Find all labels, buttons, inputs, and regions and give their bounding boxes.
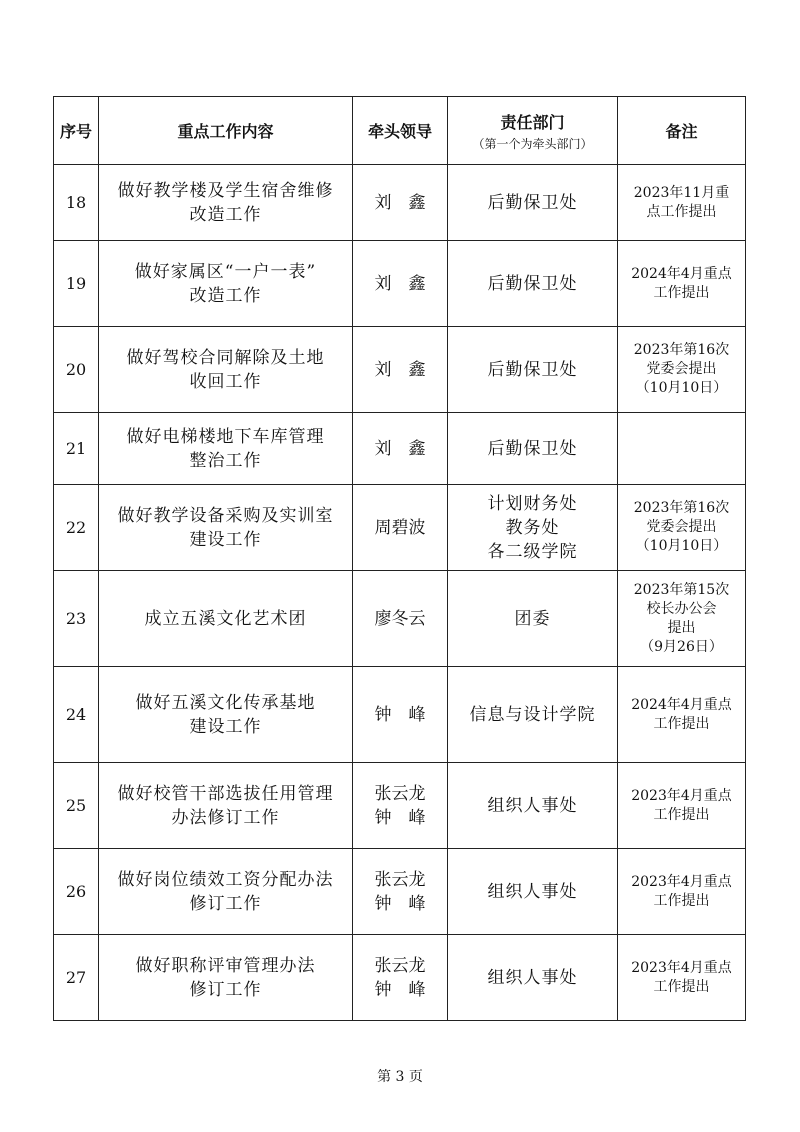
note-line: 2023年4月重点: [631, 959, 732, 976]
cell-seq: 19: [54, 241, 99, 327]
cell-note: [618, 413, 746, 485]
leader-name: 刘 鑫: [374, 359, 426, 380]
task-line: 办法修订工作: [171, 807, 280, 828]
task-line: 做好电梯楼地下车库管理: [126, 426, 325, 447]
note-line: 2024年4月重点: [631, 696, 732, 713]
cell-note: [618, 849, 746, 935]
cell-leader: [353, 571, 448, 667]
leader-name: 周碧波: [374, 517, 426, 538]
cell-leader: [353, 849, 448, 935]
task-line: 做好教学楼及学生宿舍维修: [117, 180, 334, 201]
table-row: [54, 935, 746, 1021]
note-line: 提出: [667, 619, 696, 636]
cell-dept: [448, 413, 618, 485]
dept-name: 信息与设计学院: [469, 704, 596, 725]
cell-leader: [353, 241, 448, 327]
page-number: 第 3 页: [377, 1069, 423, 1085]
cell-dept: [448, 849, 618, 935]
cell-seq: 24: [54, 667, 99, 763]
cell-task: [99, 667, 353, 763]
leader-name: 张云龙: [374, 783, 426, 804]
cell-task: [99, 849, 353, 935]
task-line: 建设工作: [189, 716, 262, 737]
header-dept-subtitle: （第一个为牵头部门）: [472, 136, 593, 151]
cell-note: [618, 485, 746, 571]
note-line: （9月26日）: [640, 638, 723, 655]
note-line: 点工作提出: [646, 203, 717, 220]
cell-note: [618, 241, 746, 327]
leader-name: 张云龙: [374, 869, 426, 890]
leader-name: 钟 峰: [374, 979, 426, 1000]
cell-task: [99, 571, 353, 667]
cell-seq: 25: [54, 763, 99, 849]
note-line: （10月10日）: [635, 380, 728, 396]
table-row: [54, 485, 746, 571]
cell-note: [618, 763, 746, 849]
dept-name: 后勤保卫处: [487, 273, 578, 294]
cell-dept: [448, 485, 618, 571]
header-leader: 牵头领导: [353, 97, 448, 165]
cell-dept: [448, 667, 618, 763]
header-dept: [448, 97, 618, 165]
cell-leader: [353, 485, 448, 571]
task-line: 改造工作: [189, 204, 262, 225]
cell-task: [99, 413, 353, 485]
cell-dept: [448, 165, 618, 241]
note-line: 工作提出: [653, 978, 710, 995]
task-line: 成立五溪文化艺术团: [144, 608, 307, 629]
cell-dept: [448, 571, 618, 667]
dept-name: 组织人事处: [487, 967, 578, 988]
cell-note: [618, 667, 746, 763]
note-line: 2023年4月重点: [631, 787, 732, 804]
dept-name: 后勤保卫处: [487, 438, 578, 459]
note-line: 2023年第15次: [633, 581, 730, 598]
note-line: 工作提出: [653, 806, 710, 823]
cell-leader: [353, 413, 448, 485]
dept-name: 团委: [514, 608, 551, 629]
note-line: 2023年4月重点: [631, 873, 732, 890]
leader-name: 钟 峰: [374, 807, 426, 828]
cell-dept: [448, 327, 618, 413]
task-line: 做好职称评审管理办法: [135, 955, 316, 976]
task-line: 整治工作: [189, 450, 262, 471]
cell-seq: 21: [54, 413, 99, 485]
work-table: [53, 96, 746, 1021]
cell-leader: [353, 763, 448, 849]
dept-name: 各二级学院: [487, 541, 578, 562]
note-line: 2024年4月重点: [631, 265, 732, 282]
leader-name: 刘 鑫: [374, 273, 426, 294]
note-line: （10月10日）: [635, 538, 728, 554]
cell-seq: 27: [54, 935, 99, 1021]
cell-leader: [353, 935, 448, 1021]
task-line: 做好岗位绩效工资分配办法: [117, 869, 334, 890]
header-dept-title: 责任部门: [500, 112, 565, 132]
cell-leader: [353, 327, 448, 413]
cell-seq: 18: [54, 165, 99, 241]
dept-name: 组织人事处: [487, 881, 578, 902]
dept-name: 后勤保卫处: [487, 359, 578, 380]
table-row: [54, 571, 746, 667]
task-line: 建设工作: [189, 529, 262, 550]
leader-name: 廖冬云: [374, 608, 426, 629]
note-line: 党委会提出: [646, 519, 717, 535]
table-row: [54, 327, 746, 413]
dept-name: 后勤保卫处: [487, 192, 578, 213]
header-note: 备注: [618, 97, 746, 165]
table-row: [54, 165, 746, 241]
note-line: 2023年11月重: [633, 184, 730, 201]
task-line: 做好校管干部选拔任用管理: [117, 783, 334, 804]
cell-dept: [448, 763, 618, 849]
table-body: [54, 165, 746, 1021]
leader-name: 张云龙: [374, 955, 426, 976]
cell-note: [618, 935, 746, 1021]
cell-seq: 20: [54, 327, 99, 413]
leader-name: 刘 鑫: [374, 192, 426, 213]
cell-note: [618, 327, 746, 413]
cell-task: [99, 327, 353, 413]
cell-leader: [353, 667, 448, 763]
dept-name: 计划财务处: [487, 493, 578, 514]
task-line: 改造工作: [189, 285, 262, 306]
note-line: 校长办公会: [646, 600, 717, 617]
cell-note: [618, 165, 746, 241]
dept-name: 教务处: [505, 517, 560, 538]
note-line: 工作提出: [653, 892, 710, 909]
table-row: [54, 849, 746, 935]
table-row: [54, 763, 746, 849]
header-seq: 序号: [54, 97, 99, 165]
task-line: 做好教学设备采购及实训室: [117, 505, 334, 526]
note-line: 2023年第16次: [633, 500, 730, 516]
cell-seq: 23: [54, 571, 99, 667]
leader-name: 钟 峰: [374, 704, 426, 725]
task-line: 收回工作: [189, 371, 262, 392]
cell-seq: 22: [54, 485, 99, 571]
cell-task: [99, 485, 353, 571]
task-line: 修订工作: [189, 979, 262, 1000]
cell-leader: [353, 165, 448, 241]
header-task: 重点工作内容: [99, 97, 353, 165]
cell-dept: [448, 935, 618, 1021]
note-line: 工作提出: [653, 715, 710, 732]
task-line: 做好驾校合同解除及土地: [126, 347, 325, 368]
note-line: 2023年第16次: [633, 342, 730, 358]
cell-task: [99, 165, 353, 241]
note-line: 工作提出: [653, 284, 710, 301]
task-line: 修订工作: [189, 893, 262, 914]
leader-name: 钟 峰: [374, 893, 426, 914]
table-header-row: [54, 97, 746, 165]
cell-task: [99, 241, 353, 327]
table-row: [54, 413, 746, 485]
note-line: 党委会提出: [646, 361, 717, 377]
cell-seq: 26: [54, 849, 99, 935]
cell-note: [618, 571, 746, 667]
leader-name: 刘 鑫: [374, 438, 426, 459]
dept-name: 组织人事处: [487, 795, 578, 816]
cell-task: [99, 935, 353, 1021]
task-line: 做好五溪文化传承基地: [135, 692, 316, 713]
cell-task: [99, 763, 353, 849]
cell-dept: [448, 241, 618, 327]
table-row: [54, 241, 746, 327]
task-line: 做好家属区“一户一表”: [134, 261, 317, 282]
table-row: [54, 667, 746, 763]
